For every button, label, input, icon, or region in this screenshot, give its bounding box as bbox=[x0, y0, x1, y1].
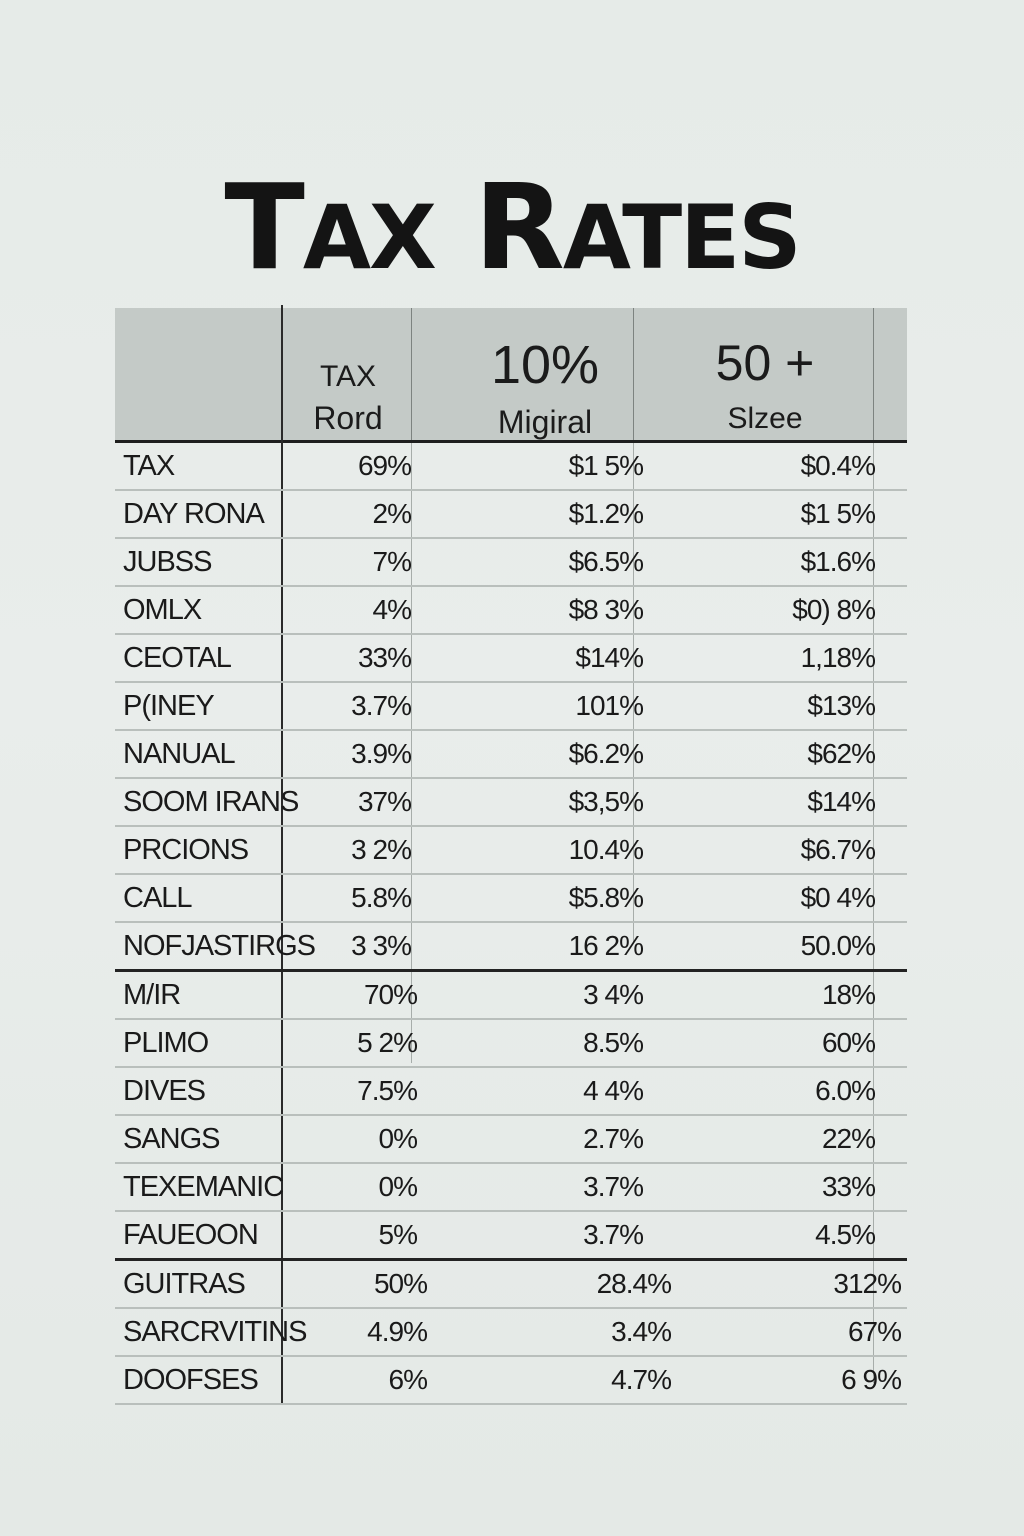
rate-tax-rord: 69% bbox=[357, 450, 411, 481]
row-group-2 bbox=[115, 972, 907, 1261]
header-col-marginal-top: 10% bbox=[490, 335, 600, 395]
rate-marginal: $6.5% bbox=[568, 546, 643, 577]
rate-marginal: 101% bbox=[575, 690, 643, 721]
table-row bbox=[115, 1020, 907, 1068]
table-row bbox=[115, 1164, 907, 1212]
table-row bbox=[115, 443, 907, 491]
row-name: SANGS bbox=[123, 1122, 220, 1155]
rate-size: $62% bbox=[807, 738, 875, 769]
table-row bbox=[115, 1116, 907, 1164]
table-row bbox=[115, 972, 907, 1020]
row-name: DIVES bbox=[123, 1074, 206, 1107]
title-t: T bbox=[224, 158, 303, 296]
rate-size: $0 4% bbox=[800, 882, 875, 913]
rate-marginal: $6.2% bbox=[568, 738, 643, 769]
rate-marginal: 16 2% bbox=[568, 930, 643, 961]
row-name: DAY RONA bbox=[123, 497, 264, 530]
header-col-tax-bottom: Rord bbox=[313, 400, 383, 436]
rate-tax-rord: 2% bbox=[372, 498, 411, 529]
row-name: SARCRVITINS bbox=[123, 1315, 307, 1348]
rate-size: $13% bbox=[807, 690, 875, 721]
rate-tax-rord: 5% bbox=[378, 1219, 417, 1250]
table-row bbox=[115, 1068, 907, 1116]
rate-size: $0) 8% bbox=[792, 594, 875, 625]
table-row bbox=[115, 1309, 907, 1357]
header-col-size-top: 50 + bbox=[715, 335, 815, 391]
rate-tax-rord: 37% bbox=[357, 786, 411, 817]
rate-marginal: $3,5% bbox=[568, 786, 643, 817]
table-row bbox=[115, 683, 907, 731]
rate-tax-rord: 0% bbox=[378, 1171, 417, 1202]
rate-marginal: 4 4% bbox=[583, 1075, 643, 1106]
table-row bbox=[115, 779, 907, 827]
row-name: DOOFSES bbox=[123, 1363, 258, 1396]
rate-tax-rord: 3.9% bbox=[351, 738, 411, 769]
header-col-marginal-bottom: Migiral bbox=[497, 404, 593, 440]
rate-tax-rord: 5 2% bbox=[357, 1027, 417, 1058]
row-name: NANUAL bbox=[123, 737, 235, 770]
rate-marginal: 4.7% bbox=[611, 1364, 671, 1395]
row-name: CALL bbox=[123, 881, 192, 914]
rate-tax-rord: 3 3% bbox=[351, 930, 411, 961]
table-row bbox=[115, 1212, 907, 1261]
page-title bbox=[0, 158, 1024, 296]
row-name: P(INEY bbox=[123, 689, 214, 722]
header-divider-4 bbox=[873, 308, 874, 440]
rate-tax-rord: 0% bbox=[378, 1123, 417, 1154]
rate-size: 4.5% bbox=[815, 1219, 875, 1250]
table-header bbox=[115, 308, 907, 440]
rate-tax-rord: 33% bbox=[357, 642, 411, 673]
rate-size: $1.6% bbox=[800, 546, 875, 577]
table-body bbox=[115, 443, 907, 1405]
row-name: OMLX bbox=[123, 593, 202, 626]
table-row bbox=[115, 635, 907, 683]
row-name: TAX bbox=[123, 449, 175, 482]
table-row bbox=[115, 731, 907, 779]
row-name: GUITRAS bbox=[123, 1267, 245, 1300]
rate-marginal: 10.4% bbox=[568, 834, 643, 865]
rate-tax-rord: 4% bbox=[372, 594, 411, 625]
rate-marginal: $1 5% bbox=[568, 450, 643, 481]
header-col-size bbox=[675, 308, 855, 440]
rate-marginal: $1.2% bbox=[568, 498, 643, 529]
header-col-tax-top: TAX bbox=[319, 360, 377, 393]
title-ax: AX bbox=[302, 186, 435, 289]
rate-size: 60% bbox=[821, 1027, 875, 1058]
header-col-size-bottom: Slzee bbox=[727, 402, 803, 435]
table-row bbox=[115, 1261, 907, 1309]
rate-size: $1 5% bbox=[800, 498, 875, 529]
rate-size: $14% bbox=[807, 786, 875, 817]
header-col-tax bbox=[283, 308, 413, 440]
row-group-3 bbox=[115, 1261, 907, 1405]
row-name: CEOTAL bbox=[123, 641, 231, 674]
row-name: PLIMO bbox=[123, 1026, 209, 1059]
table-row bbox=[115, 539, 907, 587]
table-row bbox=[115, 923, 907, 972]
rate-size: 312% bbox=[833, 1268, 901, 1299]
rate-marginal: $8 3% bbox=[568, 594, 643, 625]
rate-size: 1,18% bbox=[800, 642, 875, 673]
rate-size: 18% bbox=[821, 979, 875, 1010]
rate-size: 22% bbox=[821, 1123, 875, 1154]
rate-marginal: $5.8% bbox=[568, 882, 643, 913]
rate-marginal: 3.7% bbox=[583, 1219, 643, 1250]
title-r: R bbox=[473, 158, 563, 296]
row-name: FAUEOON bbox=[123, 1218, 258, 1251]
row-name: M/IR bbox=[123, 978, 181, 1011]
rate-tax-rord: 5.8% bbox=[351, 882, 411, 913]
title-ates: ATES bbox=[562, 186, 800, 289]
rate-size: 6.0% bbox=[815, 1075, 875, 1106]
rate-size: $6.7% bbox=[800, 834, 875, 865]
rate-marginal: $14% bbox=[575, 642, 643, 673]
rate-size: 33% bbox=[821, 1171, 875, 1202]
header-col-marginal bbox=[435, 308, 655, 440]
rate-marginal: 3.7% bbox=[583, 1171, 643, 1202]
rate-size: 6 9% bbox=[841, 1364, 901, 1395]
row-name: JUBSS bbox=[123, 545, 212, 578]
rate-size: 50.0% bbox=[800, 930, 875, 961]
rate-marginal: 3.4% bbox=[611, 1316, 671, 1347]
rate-tax-rord: 4.9% bbox=[367, 1316, 427, 1347]
tax-rates-table bbox=[115, 308, 907, 1405]
rate-marginal: 3 4% bbox=[583, 979, 643, 1010]
rate-tax-rord: 70% bbox=[363, 979, 417, 1010]
rate-tax-rord: 50% bbox=[373, 1268, 427, 1299]
rate-size: $0.4% bbox=[800, 450, 875, 481]
table-row bbox=[115, 1357, 907, 1405]
rate-tax-rord: 7% bbox=[372, 546, 411, 577]
rate-tax-rord: 7.5% bbox=[357, 1075, 417, 1106]
rate-size: 67% bbox=[847, 1316, 901, 1347]
rate-tax-rord: 3.7% bbox=[351, 690, 411, 721]
row-name: NOFJASTIRGS bbox=[123, 929, 316, 962]
rate-marginal: 28.4% bbox=[596, 1268, 671, 1299]
table-row bbox=[115, 587, 907, 635]
row-name: SOOM IRANS bbox=[123, 785, 299, 818]
rate-marginal: 2.7% bbox=[583, 1123, 643, 1154]
rate-marginal: 8.5% bbox=[583, 1027, 643, 1058]
table-row bbox=[115, 827, 907, 875]
table-row bbox=[115, 875, 907, 923]
rate-tax-rord: 6% bbox=[388, 1364, 427, 1395]
table-row bbox=[115, 491, 907, 539]
row-name: PRCIONS bbox=[123, 833, 249, 866]
rate-tax-rord: 3 2% bbox=[351, 834, 411, 865]
row-name: TEXEMANIC bbox=[123, 1170, 284, 1203]
row-group-1 bbox=[115, 443, 907, 972]
